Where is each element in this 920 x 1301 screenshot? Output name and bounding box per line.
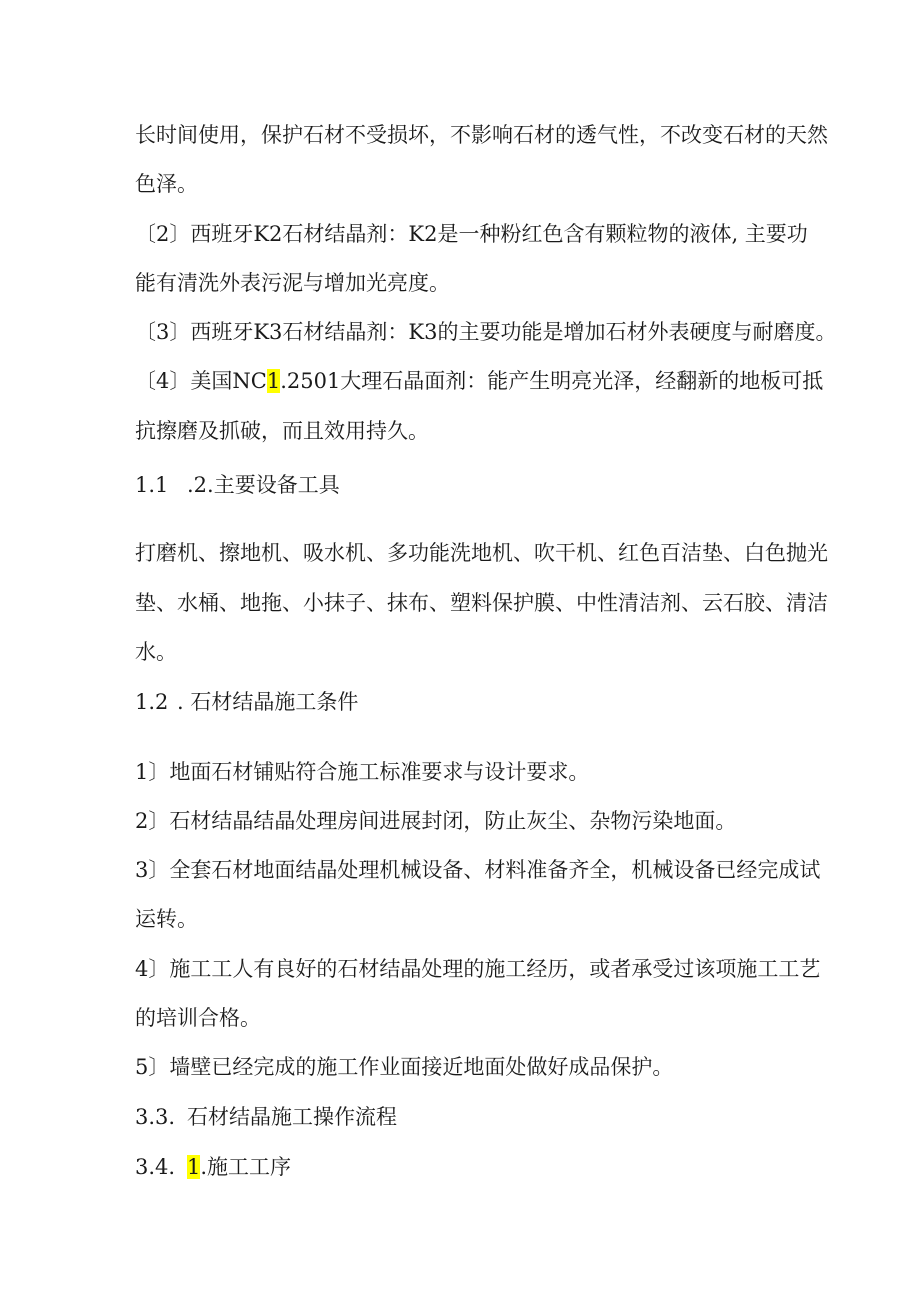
highlighted-text: 1 bbox=[187, 1155, 201, 1179]
list-item: 5〕墙壁已经完成的施工作业面接近地面处做好成品保护。 bbox=[135, 1055, 674, 1079]
paragraph-line: 能有清洗外表污泥与增加光亮度。 bbox=[135, 271, 450, 295]
section-title: 石材结晶施工操作流程 bbox=[187, 1105, 397, 1129]
section-heading bbox=[135, 1153, 291, 1181]
list-item: 4〕施工工人有良好的石材结晶处理的施工经历，或者承受过该项施工工艺 bbox=[135, 957, 821, 981]
paragraph-line: 长时间使用，保护石材不受损坏，不影响石材的透气性，不改变石材的天然 bbox=[135, 123, 828, 147]
section-heading bbox=[135, 688, 358, 716]
section-number: 3.4. bbox=[135, 1155, 176, 1179]
highlighted-text: 1 bbox=[266, 369, 281, 393]
paragraph-line: 水。 bbox=[135, 640, 177, 664]
section-number: 1.2 bbox=[135, 690, 169, 714]
section-heading bbox=[135, 471, 340, 499]
section-heading bbox=[135, 1103, 397, 1131]
section-title: . 石材结晶施工条件 bbox=[177, 690, 359, 714]
paragraph-line: 〔3〕西班牙K3石材结晶剂：K3的主要功能是增加石材外表硬度与耐磨度。 bbox=[135, 320, 837, 344]
section-number: 1.1 bbox=[135, 473, 169, 497]
section-title: .2.主要设备工具 bbox=[187, 473, 340, 497]
list-item-continuation: 运转。 bbox=[135, 907, 198, 931]
list-item: 1〕地面石材铺贴符合施工标准要求与设计要求。 bbox=[135, 760, 590, 784]
list-item-continuation: 的培训合格。 bbox=[135, 1006, 261, 1030]
paragraph-line: 色泽。 bbox=[135, 172, 198, 196]
paragraph-line: 打磨机、擦地机、吸水机、多功能洗地机、吹干机、红色百洁垫、白色抛光 bbox=[135, 541, 828, 565]
paragraph-line bbox=[135, 367, 824, 395]
list-item: 2〕石材结晶结晶处理房间进展封闭，防止灰尘、杂物污染地面。 bbox=[135, 809, 737, 833]
paragraph-line: 垫、水桶、地拖、小抹子、抹布、塑料保护膜、中性清洁剂、云石胶、清洁 bbox=[135, 591, 828, 615]
section-number: 3.3. bbox=[135, 1105, 176, 1129]
paragraph-line: 〔2〕西班牙K2石材结晶剂：K2是一种粉红色含有颗粒物的液体, 主要功 bbox=[135, 222, 808, 246]
text-run: .2501大理石晶面剂：能产生明亮光泽，经翻新的地板可抵 bbox=[280, 369, 824, 393]
paragraph-line: 抗擦磨及抓破，而且效用持久。 bbox=[135, 419, 429, 443]
section-title: .施工工序 bbox=[200, 1155, 292, 1179]
text-run: 〔4〕美国NC bbox=[135, 369, 267, 393]
list-item: 3〕全套石材地面结晶处理机械设备、材料准备齐全，机械设备已经完成试 bbox=[135, 858, 821, 882]
